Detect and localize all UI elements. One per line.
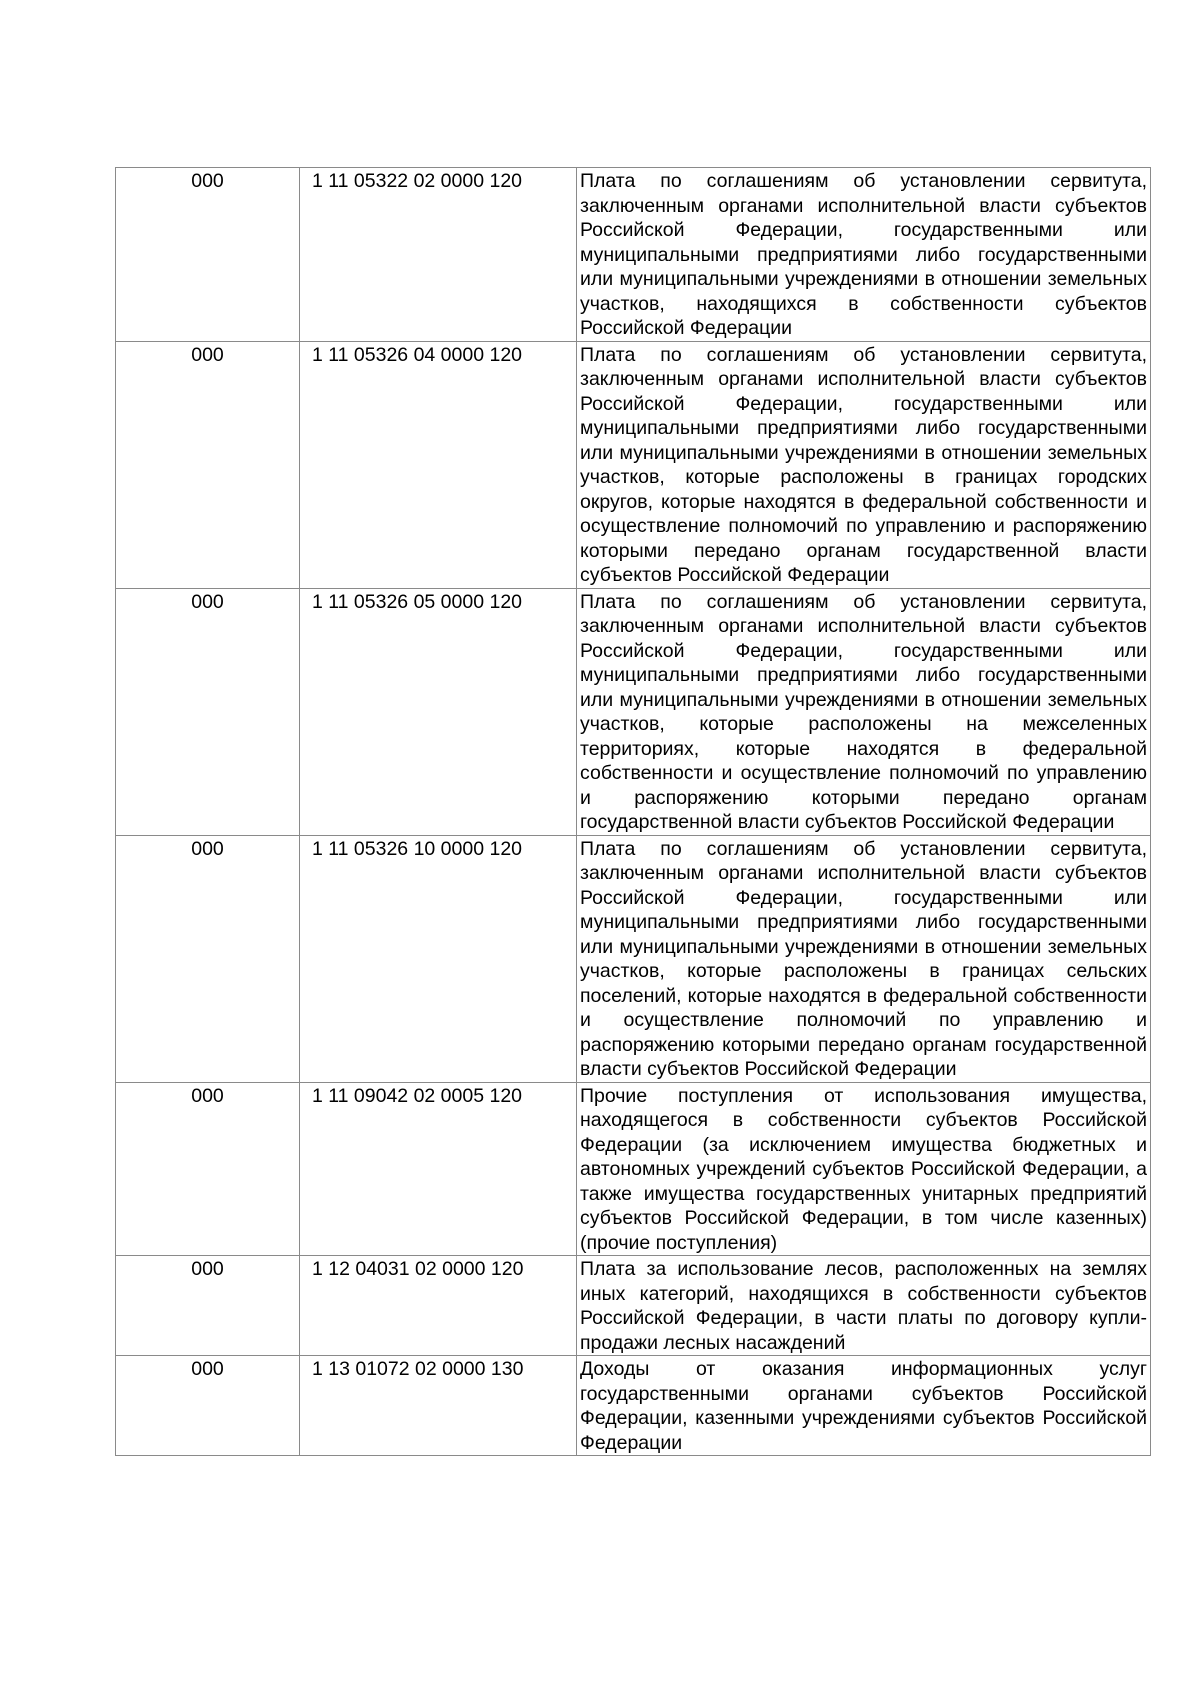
revenue-name-cell: Плата по соглашениям об установлении сервитута, заключенным органами исполнительной власти субъектов Российской Федерации, государственными или муниципальными предприятиями либо государственными или муниципальными учреждениями в отношении земельных участков, которые расположены в границах сельских поселений, которые находятся в федеральной собственности и осуществление полномочий по управлению и распоряжению которыми передано органам государственной власти субъектов Российской Федерации [577,835,1151,1082]
revenue-codes-table [115,167,1151,1456]
table-row [116,168,1151,342]
kbk-code-cell: 1 12 04031 02 0000 120 [300,1256,577,1356]
kbk-code-cell: 1 11 05326 10 0000 120 [300,835,577,1082]
kbk-code-cell: 1 11 09042 02 0005 120 [300,1082,577,1256]
revenue-name-cell: Плата за использование лесов, расположенных на землях иных категорий, находящихся в собственности субъектов Российской Федерации, в части платы по договору купли-продажи лесных насаждений [577,1256,1151,1356]
table-row [116,835,1151,1082]
revenue-name-cell: Прочие поступления от использования имущества, находящегося в собственности субъектов Российской Федерации (за исключением имущества бюджетных и автономных учреждений субъектов Российской Федерации, а также имущества государственных унитарных предприятий субъектов Российской Федерации, в том числе казенных) (прочие поступления) [577,1082,1151,1256]
revenue-name-cell: Плата по соглашениям об установлении сервитута, заключенным органами исполнительной власти субъектов Российской Федерации, государственными или муниципальными предприятиями либо государственными или муниципальными учреждениями в отношении земельных участков, находящихся в собственности субъектов Российской Федерации [577,168,1151,342]
admin-code-cell: 000 [116,835,300,1082]
table-row [116,1356,1151,1456]
kbk-code-cell: 1 13 01072 02 0000 130 [300,1356,577,1456]
table-row [116,1256,1151,1356]
revenue-name-cell: Плата по соглашениям об установлении сервитута, заключенным органами исполнительной власти субъектов Российской Федерации, государственными или муниципальными предприятиями либо государственными или муниципальными учреждениями в отношении земельных участков, которые расположены в границах городских округов, которые находятся в федеральной собственности и осуществление полномочий по управлению и распоряжению которыми передано органам государственной власти субъектов Российской Федерации [577,341,1151,588]
admin-code-cell: 000 [116,168,300,342]
revenue-name-cell: Доходы от оказания информационных услуг государственными органами субъектов Российской Федерации, казенными учреждениями субъектов Российской Федерации [577,1356,1151,1456]
table-row [116,341,1151,588]
kbk-code-cell: 1 11 05326 04 0000 120 [300,341,577,588]
kbk-code-cell: 1 11 05326 05 0000 120 [300,588,577,835]
admin-code-cell: 000 [116,1256,300,1356]
admin-code-cell: 000 [116,588,300,835]
kbk-code-cell: 1 11 05322 02 0000 120 [300,168,577,342]
revenue-name-cell: Плата по соглашениям об установлении сервитута, заключенным органами исполнительной власти субъектов Российской Федерации, государственными или муниципальными предприятиями либо государственными или муниципальными учреждениями в отношении земельных участков, которые расположены на межселенных территориях, которые находятся в федеральной собственности и осуществление полномочий по управлению и распоряжению которыми передано органам государственной власти субъектов Российской Федерации [577,588,1151,835]
admin-code-cell: 000 [116,341,300,588]
table-row [116,1082,1151,1256]
admin-code-cell: 000 [116,1356,300,1456]
admin-code-cell: 000 [116,1082,300,1256]
table-row [116,588,1151,835]
